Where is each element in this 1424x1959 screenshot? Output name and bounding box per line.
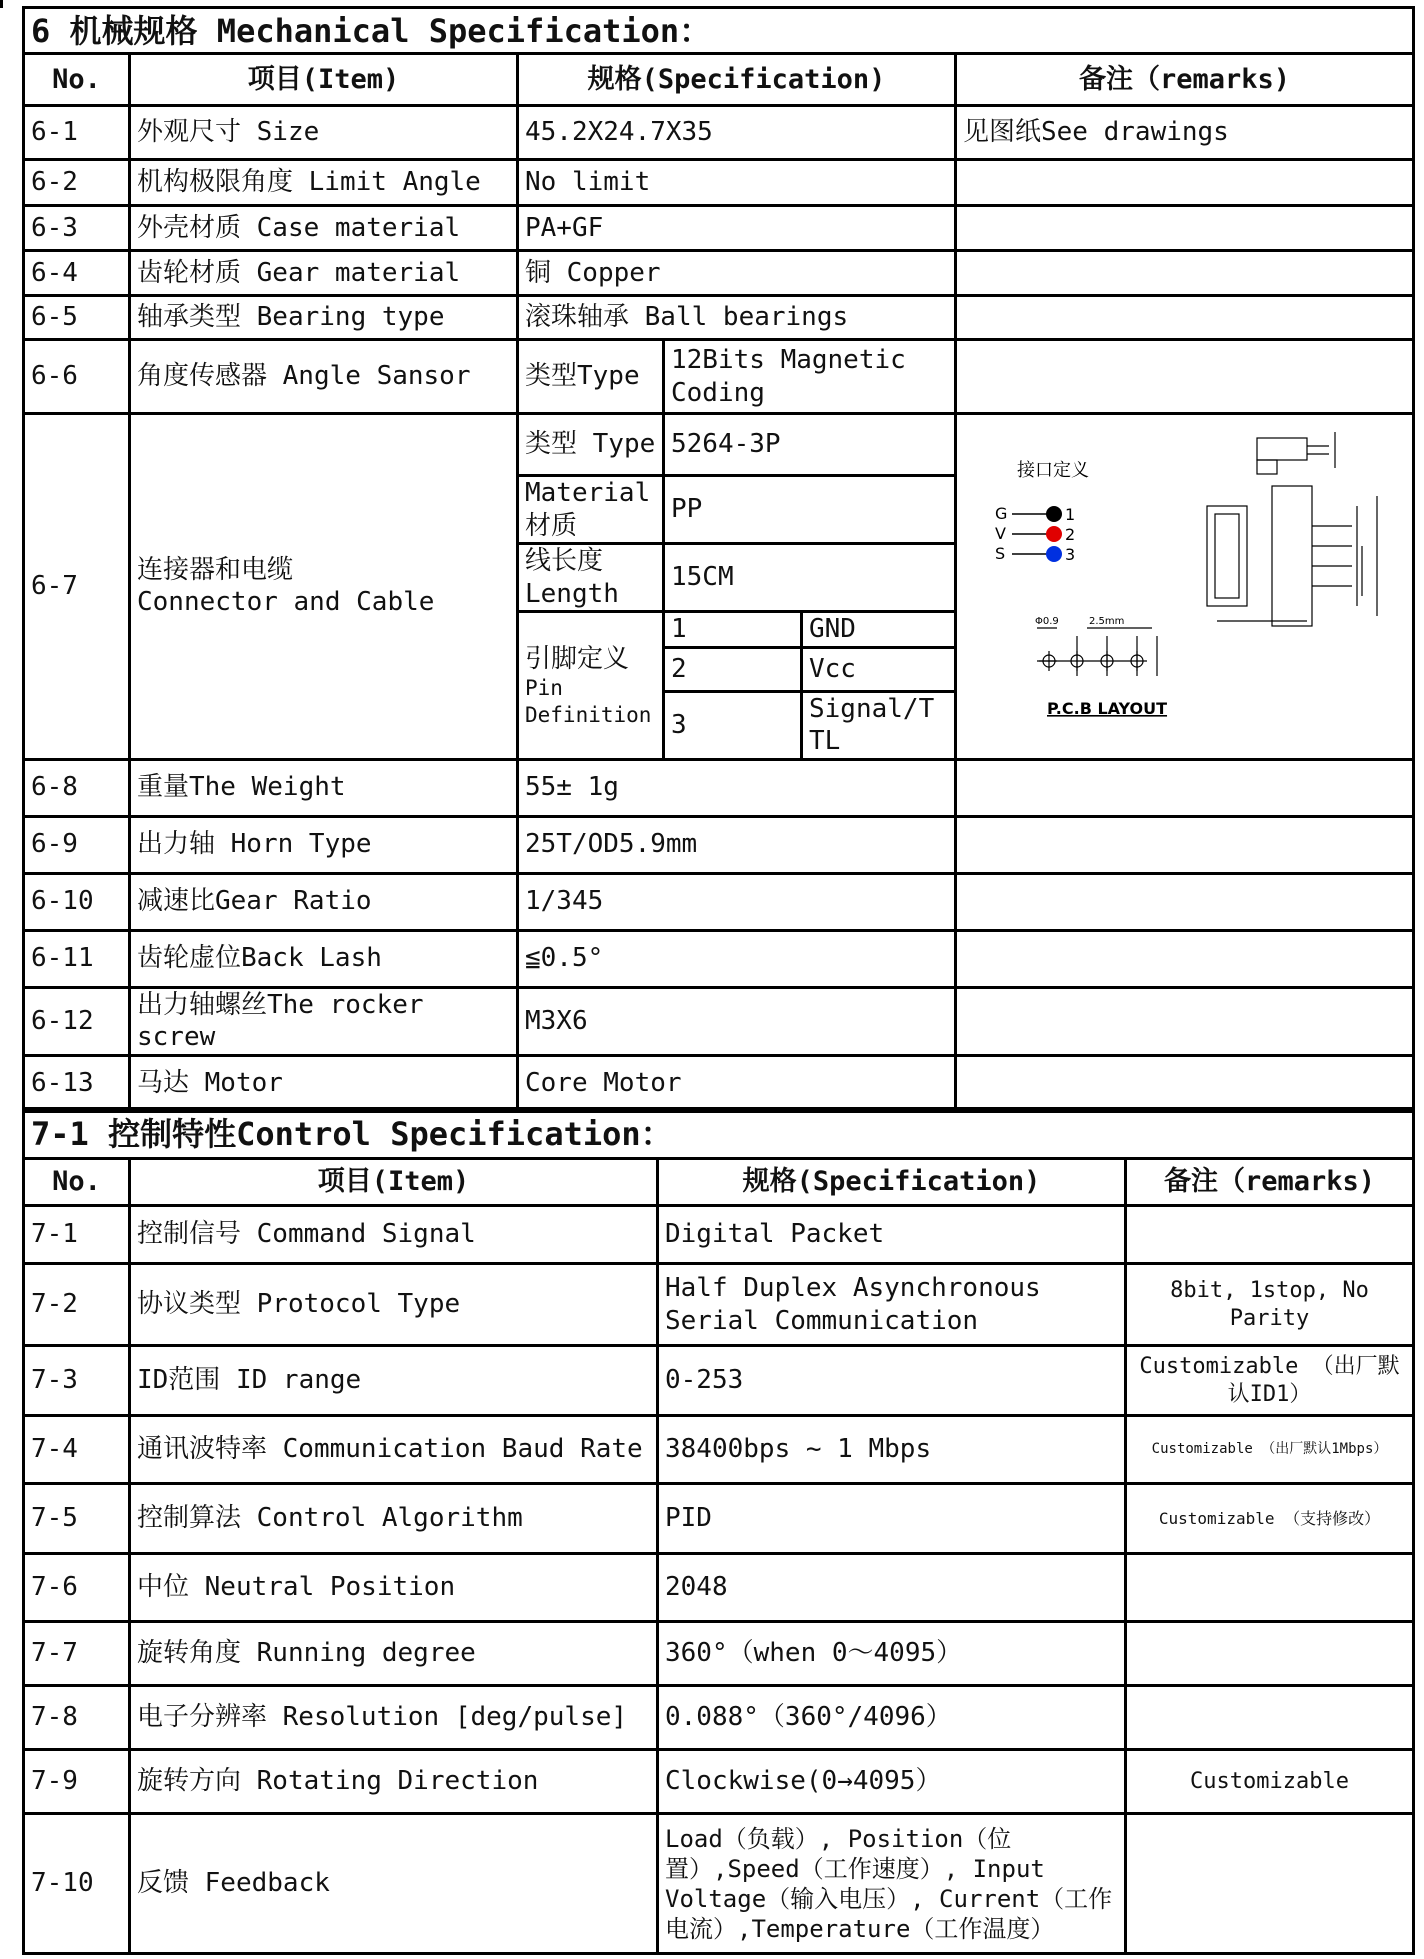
row-item: 重量The Weight <box>130 759 518 816</box>
row-no: 6-12 <box>24 987 130 1055</box>
connector-side-view <box>1257 432 1335 474</box>
pin-number-2: 2 <box>1065 525 1076 545</box>
length-label-cn: 线长度 <box>525 546 604 576</box>
row-item: 中位 Neutral Position <box>130 1554 658 1622</box>
row-remarks: Customizable （出厂默认1Mbps） <box>1126 1416 1414 1484</box>
row-no: 6-7 <box>24 414 130 760</box>
table-row <box>24 759 1414 816</box>
connector-length-value: 15CM <box>664 544 956 612</box>
header-spec: 规格(Specification) <box>658 1159 1126 1206</box>
header-no: No. <box>24 54 130 106</box>
control-section-title: 7-1 控制特性Control Specification： <box>24 1109 1414 1159</box>
row-no: 7-5 <box>24 1484 130 1554</box>
row-no: 6-3 <box>24 206 130 251</box>
row-spec: Core Motor <box>518 1055 956 1111</box>
table-row <box>24 1750 1414 1814</box>
row-item: ID范围 ID range <box>130 1346 658 1416</box>
connector-diagram <box>957 416 1412 756</box>
row-spec: M3X6 <box>518 987 956 1055</box>
row-remarks <box>956 1055 1414 1111</box>
row-spec: Half Duplex Asynchronous Serial Communication <box>658 1264 1126 1346</box>
row-spec: 铜 Copper <box>518 251 956 296</box>
row-remarks <box>1126 1206 1414 1264</box>
pin-dot-1 <box>1046 506 1062 522</box>
row-spec: 0-253 <box>658 1346 1126 1416</box>
row-no: 6-10 <box>24 873 130 930</box>
table-row <box>24 414 1414 476</box>
row-spec: 38400bps ~ 1 Mbps <box>658 1416 1126 1484</box>
row-item: 齿轮材质 Gear material <box>130 251 518 296</box>
row-spec: 0.088°（360°/4096） <box>658 1686 1126 1750</box>
table-row <box>24 1622 1414 1686</box>
sensor-type-value: 12Bits Magnetic Coding <box>664 340 956 414</box>
pin-label-en1: Pin <box>525 676 563 701</box>
row-no: 6-11 <box>24 930 130 987</box>
row-no: 6-5 <box>24 296 130 340</box>
connector-drawing <box>957 416 1407 756</box>
row-item: 通讯波特率 Communication Baud Rate <box>130 1416 658 1484</box>
row-item: 旋转方向 Rotating Direction <box>130 1750 658 1814</box>
row-remarks <box>956 160 1414 206</box>
row-no: 6-1 <box>24 106 130 160</box>
header-remarks: 备注（remarks) <box>956 54 1414 106</box>
row-spec: 2048 <box>658 1554 1126 1622</box>
row-remarks <box>956 816 1414 873</box>
pcb-layout-drawing <box>1037 628 1157 676</box>
row-no: 7-3 <box>24 1346 130 1416</box>
row-item: 马达 Motor <box>130 1055 518 1111</box>
row-spec: Clockwise(0→4095） <box>658 1750 1126 1814</box>
table-row <box>24 340 1414 414</box>
row-item: 轴承类型 Bearing type <box>130 296 518 340</box>
table-row <box>24 1484 1414 1554</box>
row-remarks <box>1126 1622 1414 1686</box>
row-spec: Digital Packet <box>658 1206 1126 1264</box>
connector-type-value: 5264-3P <box>664 414 956 476</box>
row-spec: Load（负载）, Position（位置）,Speed（工作速度）, Input Voltage（输入电压）, Current（工作电流）,Temperature（工作温度） <box>658 1814 1126 1954</box>
row-remarks: Customizable <box>1126 1750 1414 1814</box>
connector-material-value: PP <box>664 476 956 544</box>
connector-item-en: Connector and Cable <box>137 587 435 618</box>
row-spec: 360°（when 0～4095） <box>658 1622 1126 1686</box>
pin-letter-g: G <box>995 504 1008 524</box>
connector-item <box>130 414 518 760</box>
table-row <box>24 106 1414 160</box>
row-no: 7-4 <box>24 1416 130 1484</box>
row-remarks <box>956 340 1414 414</box>
row-spec: 55± 1g <box>518 759 956 816</box>
row-remarks <box>956 251 1414 296</box>
control-spec-table <box>22 1107 1415 1955</box>
pin-dot-3 <box>1046 546 1062 562</box>
pin-label-en2: Definition <box>525 702 652 727</box>
pin-definition-label <box>518 612 664 760</box>
table-row <box>24 160 1414 206</box>
row-no: 6-4 <box>24 251 130 296</box>
row-no: 7-7 <box>24 1622 130 1686</box>
mechanical-section-title: 6 机械规格 Mechanical Specification： <box>24 8 1414 54</box>
row-remarks: Customizable （支持修改） <box>1126 1484 1414 1554</box>
row-item: 协议类型 Protocol Type <box>130 1264 658 1346</box>
row-remarks <box>1126 1686 1414 1750</box>
table-row <box>24 1206 1414 1264</box>
interface-title: 接口定义 <box>1017 460 1089 482</box>
table-row <box>24 206 1414 251</box>
row-spec: ≦0.5° <box>518 930 956 987</box>
row-item: 外壳材质 Case material <box>130 206 518 251</box>
pin-number: 2 <box>664 647 802 691</box>
row-spec: 1/345 <box>518 873 956 930</box>
pcb-hole-label: Φ0.9 <box>1035 616 1059 628</box>
pin-label-cn: 引脚定义 <box>525 643 630 674</box>
table-row <box>24 930 1414 987</box>
row-item: 旋转角度 Running degree <box>130 1622 658 1686</box>
table-row <box>24 1686 1414 1750</box>
table-row <box>24 1416 1414 1484</box>
pin-number-1: 1 <box>1065 505 1076 525</box>
row-item: 齿轮虚位Back Lash <box>130 930 518 987</box>
table-row <box>24 1346 1414 1416</box>
row-remarks <box>956 296 1414 340</box>
row-no: 7-6 <box>24 1554 130 1622</box>
material-label-en: Material <box>525 478 651 508</box>
table-row <box>24 987 1414 1055</box>
pin-name: GND <box>802 612 956 648</box>
row-spec: PA+GF <box>518 206 956 251</box>
header-remarks: 备注（remarks) <box>1126 1159 1414 1206</box>
row-remarks: 见图纸See drawings <box>956 106 1414 160</box>
row-remarks <box>956 206 1414 251</box>
header-spec: 规格(Specification) <box>518 54 956 106</box>
row-no: 7-1 <box>24 1206 130 1264</box>
connector-diagram-cell <box>956 414 1414 760</box>
connector-length-label <box>518 544 664 612</box>
row-item: 出力轴螺丝The rocker screw <box>130 987 518 1055</box>
row-spec: PID <box>658 1484 1126 1554</box>
row-item: 角度传感器 Angle Sansor <box>130 340 518 414</box>
row-no: 7-10 <box>24 1814 130 1954</box>
row-remarks <box>1126 1814 1414 1954</box>
connector-item-cn: 连接器和电缆 <box>137 554 294 585</box>
row-no: 6-13 <box>24 1055 130 1111</box>
connector-material-label <box>518 476 664 544</box>
table-row <box>24 251 1414 296</box>
table-row <box>24 1055 1414 1111</box>
row-item: 减速比Gear Ratio <box>130 873 518 930</box>
row-spec: 滚珠轴承 Ball bearings <box>518 296 956 340</box>
pin-dot-2 <box>1046 526 1062 542</box>
row-item: 外观尺寸 Size <box>130 106 518 160</box>
row-item: 出力轴 Horn Type <box>130 816 518 873</box>
table-row <box>24 1554 1414 1622</box>
row-no: 7-8 <box>24 1686 130 1750</box>
row-remarks <box>956 873 1414 930</box>
row-no: 6-9 <box>24 816 130 873</box>
table-row <box>24 296 1414 340</box>
pin-name: Signal/TTL <box>802 691 956 759</box>
header-no: No. <box>24 1159 130 1206</box>
row-no: 7-9 <box>24 1750 130 1814</box>
row-no: 6-6 <box>24 340 130 414</box>
row-spec: 25T/OD5.9mm <box>518 816 956 873</box>
pin-letter-v: V <box>995 524 1006 544</box>
material-label-cn: 材质 <box>525 510 578 541</box>
table-row <box>24 873 1414 930</box>
table-row <box>24 1264 1414 1346</box>
row-item: 控制信号 Command Signal <box>130 1206 658 1264</box>
row-item: 电子分辨率 Resolution [deg/pulse] <box>130 1686 658 1750</box>
pcb-pitch-label: 2.5mm <box>1089 616 1125 628</box>
row-no: 6-2 <box>24 160 130 206</box>
row-no: 6-8 <box>24 759 130 816</box>
pcb-layout-label: P.C.B LAYOUT <box>1047 699 1168 719</box>
connector-front-view <box>1207 486 1377 626</box>
row-spec: No limit <box>518 160 956 206</box>
mechanical-spec-table <box>22 6 1415 1113</box>
row-remarks <box>956 759 1414 816</box>
row-remarks: 8bit, 1stop, No Parity <box>1126 1264 1414 1346</box>
header-item: 项目(Item) <box>130 54 518 106</box>
table-row <box>24 816 1414 873</box>
row-remarks <box>956 930 1414 987</box>
pin-number: 3 <box>664 691 802 759</box>
row-remarks <box>1126 1554 1414 1622</box>
connector-type-label: 类型 Type <box>518 414 664 476</box>
row-remarks <box>956 987 1414 1055</box>
pin-name: Vcc <box>802 647 956 691</box>
pin-letter-s: S <box>995 544 1006 564</box>
row-item: 反馈 Feedback <box>130 1814 658 1954</box>
pin-number-3: 3 <box>1065 545 1076 565</box>
row-no: 7-2 <box>24 1264 130 1346</box>
row-remarks: Customizable （出厂默认ID1） <box>1126 1346 1414 1416</box>
row-item: 控制算法 Control Algorithm <box>130 1484 658 1554</box>
pin-number: 1 <box>664 612 802 648</box>
table-row <box>24 1814 1414 1954</box>
sensor-type-label: 类型Type <box>518 340 664 414</box>
header-item: 项目(Item) <box>130 1159 658 1206</box>
row-item: 机构极限角度 Limit Angle <box>130 160 518 206</box>
length-label-en: Length <box>525 578 619 609</box>
row-spec: 45.2X24.7X35 <box>518 106 956 160</box>
